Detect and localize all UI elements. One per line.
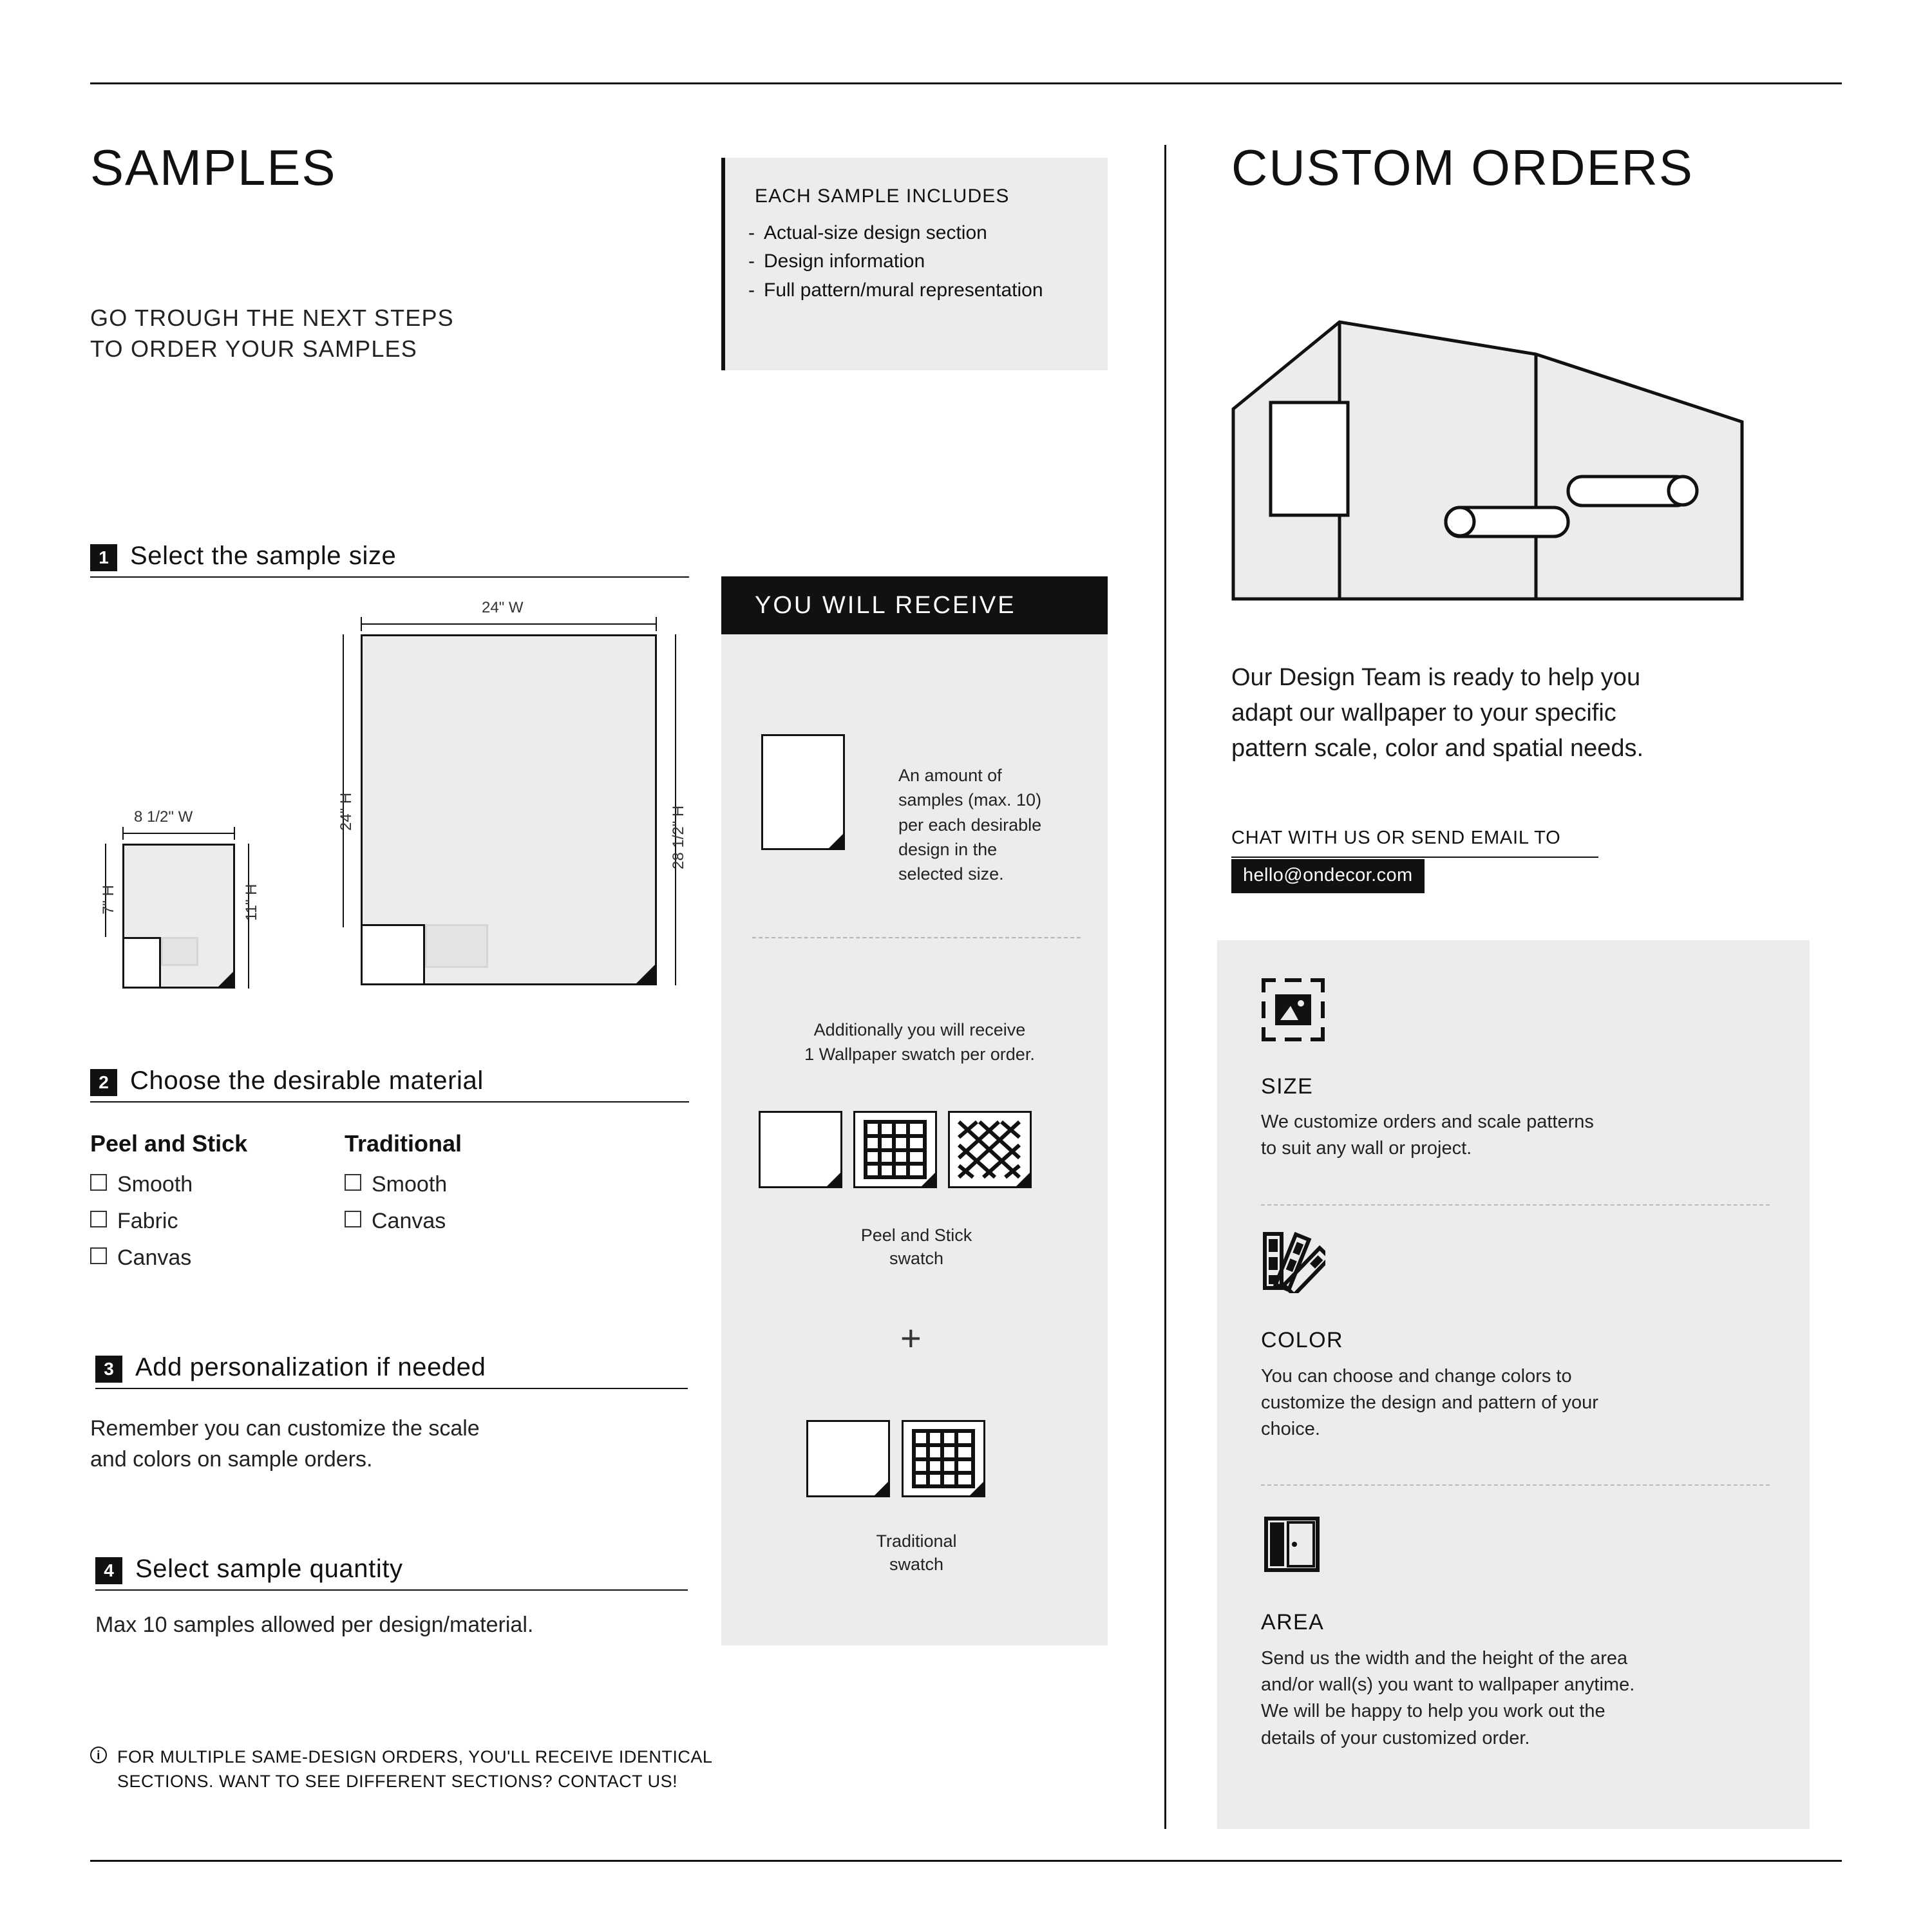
step-1-label: Select the sample size xyxy=(130,542,397,570)
feature-area-line2: and/or wall(s) you want to wallpaper anytime. xyxy=(1261,1674,1635,1696)
feature-size-line2: to suit any wall or project. xyxy=(1261,1138,1472,1159)
list-item-label: Actual-size design section xyxy=(764,222,987,243)
footnote-line2: SECTIONS. WANT TO SEE DIFFERENT SECTIONS? CONTACT US! xyxy=(117,1771,678,1791)
large-width-label: 24" W xyxy=(482,599,524,616)
footnote xyxy=(90,1745,927,1794)
material-option-peel-fabric[interactable] xyxy=(90,1209,178,1234)
feature-size-line1: We customize orders and scale patterns xyxy=(1261,1112,1594,1132)
traditional-caption-line2: swatch xyxy=(889,1555,944,1575)
amount-line4: design in the xyxy=(898,839,998,859)
amount-line3: per each desirable xyxy=(898,815,1042,835)
large-sample-corner-fold xyxy=(634,963,657,985)
top-divider xyxy=(90,82,1842,84)
sample-amount-text xyxy=(898,763,1079,887)
feature-area-line4: details of your customized order. xyxy=(1261,1727,1530,1748)
peel-swatch-plain-fold xyxy=(826,1171,842,1188)
step-3-underline xyxy=(95,1388,688,1389)
option-label: Canvas xyxy=(372,1209,446,1233)
option-label: Smooth xyxy=(117,1172,193,1197)
small-width-tick-right xyxy=(234,827,235,840)
material-option-trad-canvas[interactable] xyxy=(345,1209,446,1234)
samples-subhead xyxy=(90,303,454,365)
footnote-line1: FOR MULTIPLE SAME-DESIGN ORDERS, YOU'LL RECEIVE IDENTICAL xyxy=(117,1747,713,1766)
step-3-body-line2: and colors on sample orders. xyxy=(90,1446,373,1472)
samples-subhead-line1: GO TROUGH THE NEXT STEPS xyxy=(90,305,454,331)
peel-caption-line1: Peel and Stick xyxy=(860,1226,972,1245)
traditional-swatch-grid-fold xyxy=(969,1481,985,1497)
info-icon: i xyxy=(90,1747,107,1763)
page-title-samples: SAMPLES xyxy=(90,139,337,196)
large-height-label: 28 1/2" H xyxy=(670,805,687,869)
option-label: Fabric xyxy=(117,1209,178,1233)
checkbox-icon[interactable] xyxy=(345,1174,361,1191)
step-2-underline xyxy=(90,1101,689,1103)
traditional-swatch-plain-fold xyxy=(873,1481,889,1497)
you-will-receive-header xyxy=(721,576,1108,634)
list-item xyxy=(748,219,1096,247)
additional-line2: 1 Wallpaper swatch per order. xyxy=(804,1045,1035,1065)
step-4-label: Select sample quantity xyxy=(135,1555,403,1583)
peel-swatch-caption xyxy=(752,1224,1081,1271)
each-sample-includes-title: EACH SAMPLE INCLUDES xyxy=(755,185,1010,207)
samples-subhead-line2: TO ORDER YOUR SAMPLES xyxy=(90,335,417,362)
color-palette-icon xyxy=(1261,1229,1325,1293)
small-width-label: 8 1/2" W xyxy=(134,808,193,826)
list-item-label: Design information xyxy=(764,251,925,272)
feature-area-line3: We will be happy to help you work out the xyxy=(1261,1701,1605,1722)
step-4-body: Max 10 samples allowed per design/material. xyxy=(95,1613,534,1637)
receive-separator xyxy=(752,937,1081,938)
large-width-dimline xyxy=(361,623,657,625)
small-inner-height-label: 7" H xyxy=(100,885,117,914)
step-3-number: 3 xyxy=(95,1356,122,1383)
step-1-underline xyxy=(90,576,689,578)
large-width-tick-right xyxy=(656,617,657,631)
large-inner-height-label: 24" H xyxy=(337,792,355,831)
intro-line2: adapt our wallpaper to your specific xyxy=(1231,699,1616,727)
large-width-tick-left xyxy=(361,617,362,631)
step-2-header xyxy=(90,1066,689,1105)
intro-line1: Our Design Team is ready to help you xyxy=(1231,664,1641,691)
large-inner-height-dimline xyxy=(343,634,344,927)
feature-area-body xyxy=(1261,1645,1795,1752)
small-sample-corner-fold xyxy=(218,971,234,987)
dash-marker: - xyxy=(748,279,755,301)
intro-line3: pattern scale, color and spatial needs. xyxy=(1231,735,1644,762)
feature-area-title: AREA xyxy=(1261,1610,1325,1634)
page-title-custom-orders: CUSTOM ORDERS xyxy=(1231,139,1694,196)
sample-sheet-corner-fold xyxy=(827,832,845,850)
bottom-divider xyxy=(90,1860,1842,1862)
step-1-number: 1 xyxy=(90,544,117,571)
large-sample-inner-white xyxy=(361,924,425,985)
large-sample-inner-grey xyxy=(425,924,488,968)
wall-area-icon xyxy=(1261,1512,1325,1577)
small-height-label: 11" H xyxy=(243,884,260,921)
traditional-swatch-caption xyxy=(752,1530,1081,1577)
material-option-peel-smooth[interactable] xyxy=(90,1172,193,1197)
feature-size-body xyxy=(1261,1109,1795,1162)
step-2-label: Choose the desirable material xyxy=(130,1066,484,1095)
step-3-body-line1: Remember you can customize the scale xyxy=(90,1416,480,1441)
step-4-number: 4 xyxy=(95,1557,122,1584)
feature-color-body xyxy=(1261,1363,1795,1443)
step-2-number: 2 xyxy=(90,1069,117,1096)
room-illustration xyxy=(1227,316,1748,612)
peel-swatch-grid-fold xyxy=(920,1171,936,1188)
feature-color-title: COLOR xyxy=(1261,1328,1343,1352)
column-divider xyxy=(1164,145,1166,1829)
option-label: Canvas xyxy=(117,1245,192,1270)
custom-orders-intro xyxy=(1231,660,1824,766)
list-item xyxy=(748,276,1096,305)
checkbox-icon[interactable] xyxy=(90,1174,107,1191)
checkbox-icon[interactable] xyxy=(345,1211,361,1227)
step-4-underline xyxy=(95,1589,688,1591)
dash-marker: - xyxy=(748,251,755,272)
image-frame-icon xyxy=(1261,978,1325,1042)
small-width-dimline xyxy=(122,833,235,834)
step-4-header xyxy=(95,1557,688,1593)
option-label: Smooth xyxy=(372,1172,448,1197)
small-sample-inner-white xyxy=(122,937,161,989)
checkbox-icon[interactable] xyxy=(90,1211,107,1227)
step-1-header xyxy=(90,544,689,580)
email-link[interactable]: hello@ondecor.com xyxy=(1231,859,1425,893)
amount-line1: An amount of xyxy=(898,766,1002,785)
feature-separator-1 xyxy=(1261,1204,1770,1206)
feature-color-line2: customize the design and pattern of your xyxy=(1261,1392,1598,1414)
material-option-trad-smooth[interactable] xyxy=(345,1172,447,1197)
small-width-tick-left xyxy=(122,827,124,840)
additional-line1: Additionally you will receive xyxy=(813,1020,1026,1039)
feature-separator-2 xyxy=(1261,1484,1770,1486)
material-traditional-title: Traditional xyxy=(345,1130,462,1157)
dash-marker: - xyxy=(748,222,755,243)
peel-swatch-diagonal-fold xyxy=(1015,1171,1031,1188)
each-sample-includes-list xyxy=(748,219,1096,305)
feature-color-line1: You can choose and change colors to xyxy=(1261,1366,1572,1387)
small-sample-inner-grey xyxy=(161,937,198,966)
feature-area-line1: Send us the width and the height of the area xyxy=(1261,1648,1628,1669)
step-3-header xyxy=(95,1353,688,1392)
amount-line5: selected size. xyxy=(898,864,1004,884)
chat-underline xyxy=(1231,857,1598,858)
traditional-caption-line1: Traditional xyxy=(876,1531,957,1551)
feature-color-line3: choice. xyxy=(1261,1419,1320,1440)
list-item-label: Full pattern/mural representation xyxy=(764,279,1043,301)
additional-swatch-text xyxy=(752,1018,1087,1067)
peel-caption-line2: swatch xyxy=(889,1249,944,1269)
amount-line2: samples (max. 10) xyxy=(898,790,1042,810)
step-3-body xyxy=(90,1414,696,1475)
feature-size-title: SIZE xyxy=(1261,1074,1314,1099)
checkbox-icon[interactable] xyxy=(90,1247,107,1264)
you-will-receive-title: YOU WILL RECEIVE xyxy=(755,592,1016,619)
material-option-peel-canvas[interactable] xyxy=(90,1245,191,1271)
chat-with-us-label: CHAT WITH US OR SEND EMAIL TO xyxy=(1231,828,1561,848)
list-item xyxy=(748,247,1096,276)
material-peel-title: Peel and Stick xyxy=(90,1130,248,1157)
step-3-label: Add personalization if needed xyxy=(135,1353,486,1381)
plus-separator-icon: + xyxy=(900,1318,922,1358)
